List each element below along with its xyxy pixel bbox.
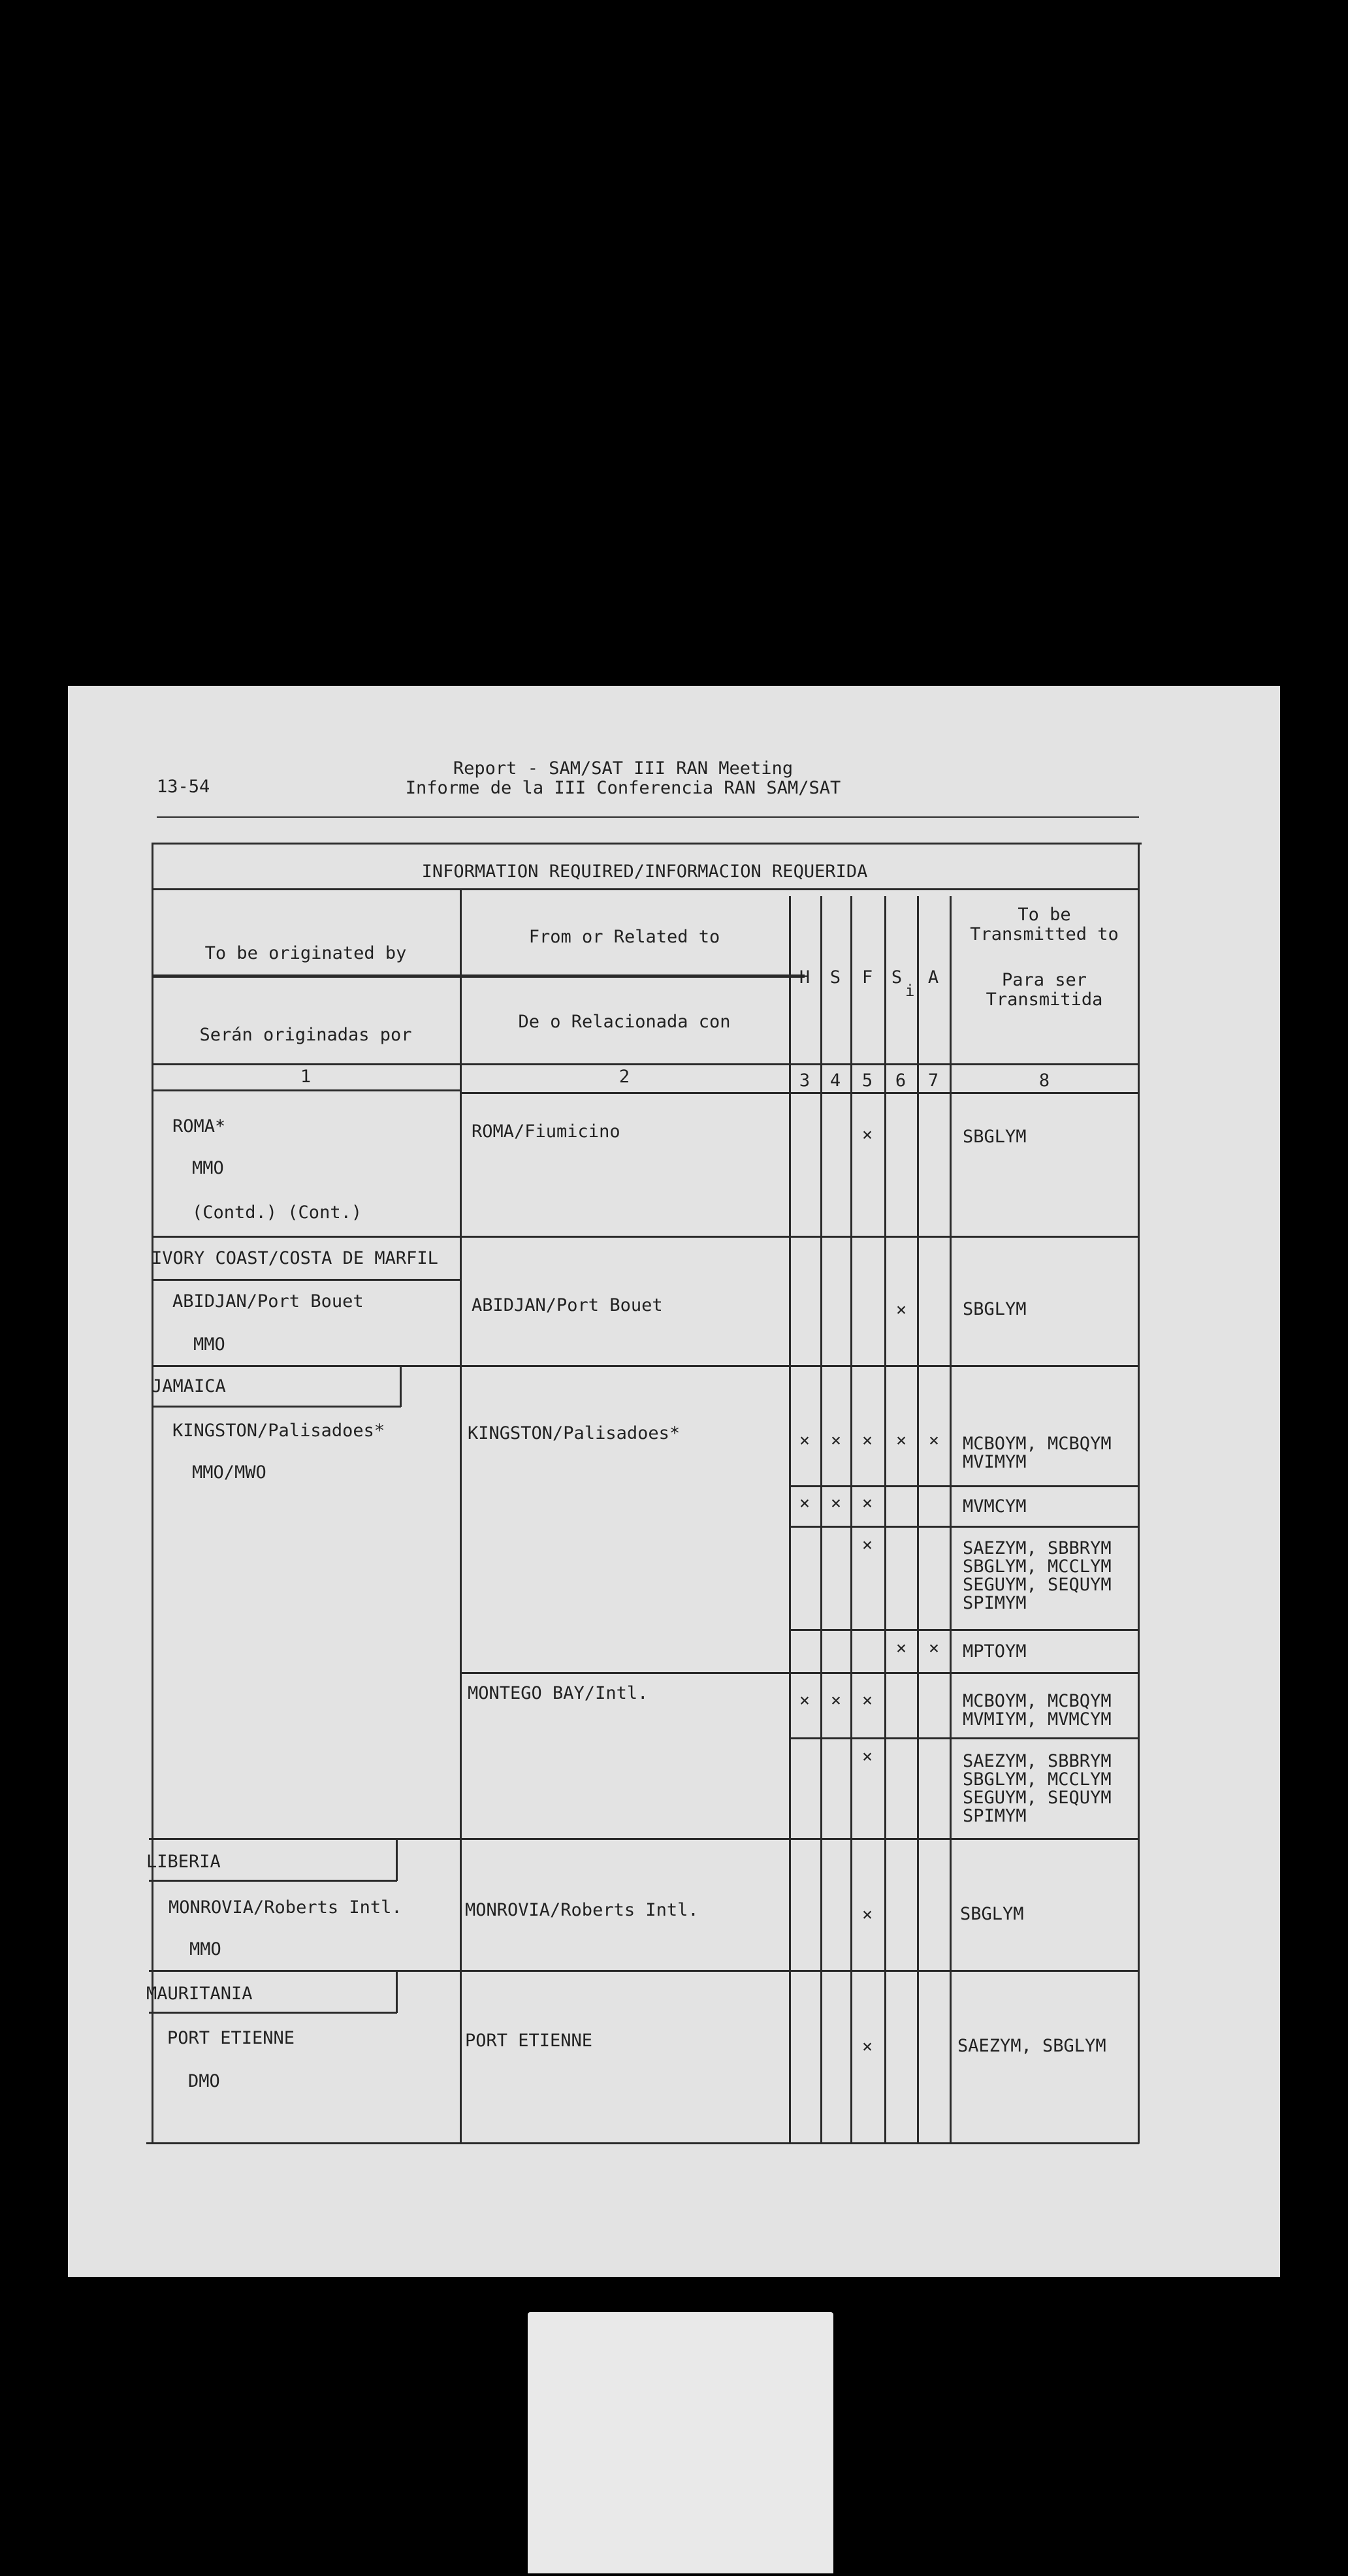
roma-related: ROMA/Fiumicino xyxy=(472,1121,620,1142)
montego-r1-mark-s: × xyxy=(830,1690,842,1711)
col2-header-en: From or Related to xyxy=(528,927,720,947)
kingston-r2-mark-h: × xyxy=(799,1493,810,1513)
kingston-r3-transmit-4: SPIMYM xyxy=(963,1593,1027,1613)
roma-transmit: SBGLYM xyxy=(963,1127,1027,1147)
roma-office: MMO xyxy=(192,1158,224,1178)
col-num-2: 2 xyxy=(618,1067,630,1087)
montego-r2-transmit-2: SBGLYM, MCCLYM xyxy=(963,1769,1112,1790)
montego-r1-transmit-2: MVMIYM, MVMCYM xyxy=(963,1709,1112,1730)
ivory-related: ABIDJAN/Port Bouet xyxy=(472,1295,663,1315)
kingston-r1-transmit-1: MCBOYM, MCBQYM xyxy=(963,1434,1112,1454)
col-si-header: S xyxy=(891,967,903,988)
header-rule xyxy=(157,816,1139,818)
col-si-subscript: i xyxy=(905,982,915,1000)
liberia-transmit: SBGLYM xyxy=(960,1904,1024,1924)
montego-r2-mark-f: × xyxy=(861,1747,873,1767)
ivory-mark-si: × xyxy=(895,1300,907,1320)
roma-contd: (Contd.) (Cont.) xyxy=(192,1202,362,1223)
col-a-header: A xyxy=(927,967,939,988)
montego-r2-transmit-3: SEGUYM, SEQUYM xyxy=(963,1788,1112,1808)
montego-r2-transmit-4: SPIMYM xyxy=(963,1806,1027,1826)
col1-header-es: Serán originadas por xyxy=(199,1025,412,1045)
col2-header-es: De o Relacionada con xyxy=(518,1012,731,1032)
kingston-r2-transmit: MVMCYM xyxy=(963,1496,1027,1517)
montego-r1-mark-f: × xyxy=(861,1690,873,1711)
col-num-3: 3 xyxy=(799,1071,810,1091)
document-page xyxy=(68,686,1280,2277)
montego-related: MONTEGO BAY/Intl. xyxy=(468,1683,649,1703)
liberia-mark-f: × xyxy=(861,1905,873,1925)
blank-card xyxy=(528,2312,833,2573)
ivory-country: IVORY COAST/COSTA DE MARFIL xyxy=(152,1248,438,1268)
ivory-office: MMO xyxy=(193,1334,225,1355)
kingston-r1-mark-f: × xyxy=(861,1430,873,1451)
page-number: 13-54 xyxy=(157,777,210,797)
kingston-r4-mark-a: × xyxy=(928,1638,940,1658)
mauritania-office: DMO xyxy=(188,2071,220,2091)
col-f-header: F xyxy=(861,967,873,988)
ivory-station: ABIDJAN/Port Bouet xyxy=(172,1291,364,1312)
mauritania-transmit: SAEZYM, SBGLYM xyxy=(957,2036,1106,2056)
col8-header-en-2: Transmitted to xyxy=(970,924,1119,944)
roma-mark-f: × xyxy=(861,1125,873,1145)
liberia-station: MONROVIA/Roberts Intl. xyxy=(168,1897,402,1918)
col-num-8: 8 xyxy=(1038,1071,1050,1091)
kingston-r3-mark-f: × xyxy=(861,1535,873,1555)
kingston-r4-mark-si: × xyxy=(895,1638,907,1658)
col-num-7: 7 xyxy=(927,1071,939,1091)
jamaica-country: JAMAICA xyxy=(152,1376,226,1396)
ivory-transmit: SBGLYM xyxy=(963,1299,1027,1319)
mauritania-mark-f: × xyxy=(861,2037,873,2057)
kingston-r1-mark-a: × xyxy=(928,1430,940,1451)
col-num-6: 6 xyxy=(895,1071,907,1091)
kingston-r3-transmit-1: SAEZYM, SBBRYM xyxy=(963,1538,1112,1558)
col-num-4: 4 xyxy=(829,1071,841,1091)
col-num-1: 1 xyxy=(300,1067,312,1087)
col1-header-en: To be originated by xyxy=(204,943,407,963)
kingston-r3-transmit-2: SBGLYM, MCCLYM xyxy=(963,1556,1112,1577)
jamaica-station: KINGSTON/Palisadoes* xyxy=(172,1421,385,1441)
kingston-r4-transmit: MPTOYM xyxy=(963,1641,1027,1662)
col-s-header: S xyxy=(829,967,841,988)
mauritania-country: MAURITANIA xyxy=(146,1984,253,2004)
liberia-office: MMO xyxy=(189,1939,221,1959)
kingston-r1-mark-h: × xyxy=(799,1430,810,1451)
montego-r1-transmit-1: MCBOYM, MCBQYM xyxy=(963,1691,1112,1711)
kingston-r1-transmit-2: MVIMYM xyxy=(963,1452,1027,1472)
kingston-r1-mark-s: × xyxy=(830,1430,842,1451)
liberia-related: MONROVIA/Roberts Intl. xyxy=(465,1900,699,1920)
liberia-country: LIBERIA xyxy=(146,1852,221,1872)
report-title-es: Informe de la III Conferencia RAN SAM/SAT xyxy=(405,778,841,798)
kingston-r2-mark-s: × xyxy=(830,1493,842,1513)
mauritania-related: PORT ETIENNE xyxy=(465,2031,593,2051)
col-h-header: H xyxy=(799,967,810,988)
col8-header-es-1: Para ser xyxy=(1001,970,1087,990)
table-title: INFORMATION REQUIRED/INFORMACION REQUERIDA xyxy=(421,861,868,882)
montego-r2-transmit-1: SAEZYM, SBBRYM xyxy=(963,1751,1112,1771)
kingston-r2-mark-f: × xyxy=(861,1493,873,1513)
col-num-5: 5 xyxy=(861,1071,873,1091)
montego-r1-mark-h: × xyxy=(799,1690,810,1711)
col8-header-es-2: Transmitida xyxy=(986,990,1103,1010)
kingston-related: KINGSTON/Palisadoes* xyxy=(468,1423,681,1443)
report-title-en: Report - SAM/SAT III RAN Meeting xyxy=(453,758,794,779)
mauritania-station: PORT ETIENNE xyxy=(167,2028,295,2048)
col8-header-en-1: To be xyxy=(1018,905,1071,925)
kingston-r1-mark-si: × xyxy=(895,1430,907,1451)
roma-station: ROMA* xyxy=(172,1116,226,1136)
kingston-r3-transmit-3: SEGUYM, SEQUYM xyxy=(963,1575,1112,1595)
jamaica-office: MMO/MWO xyxy=(192,1462,266,1483)
